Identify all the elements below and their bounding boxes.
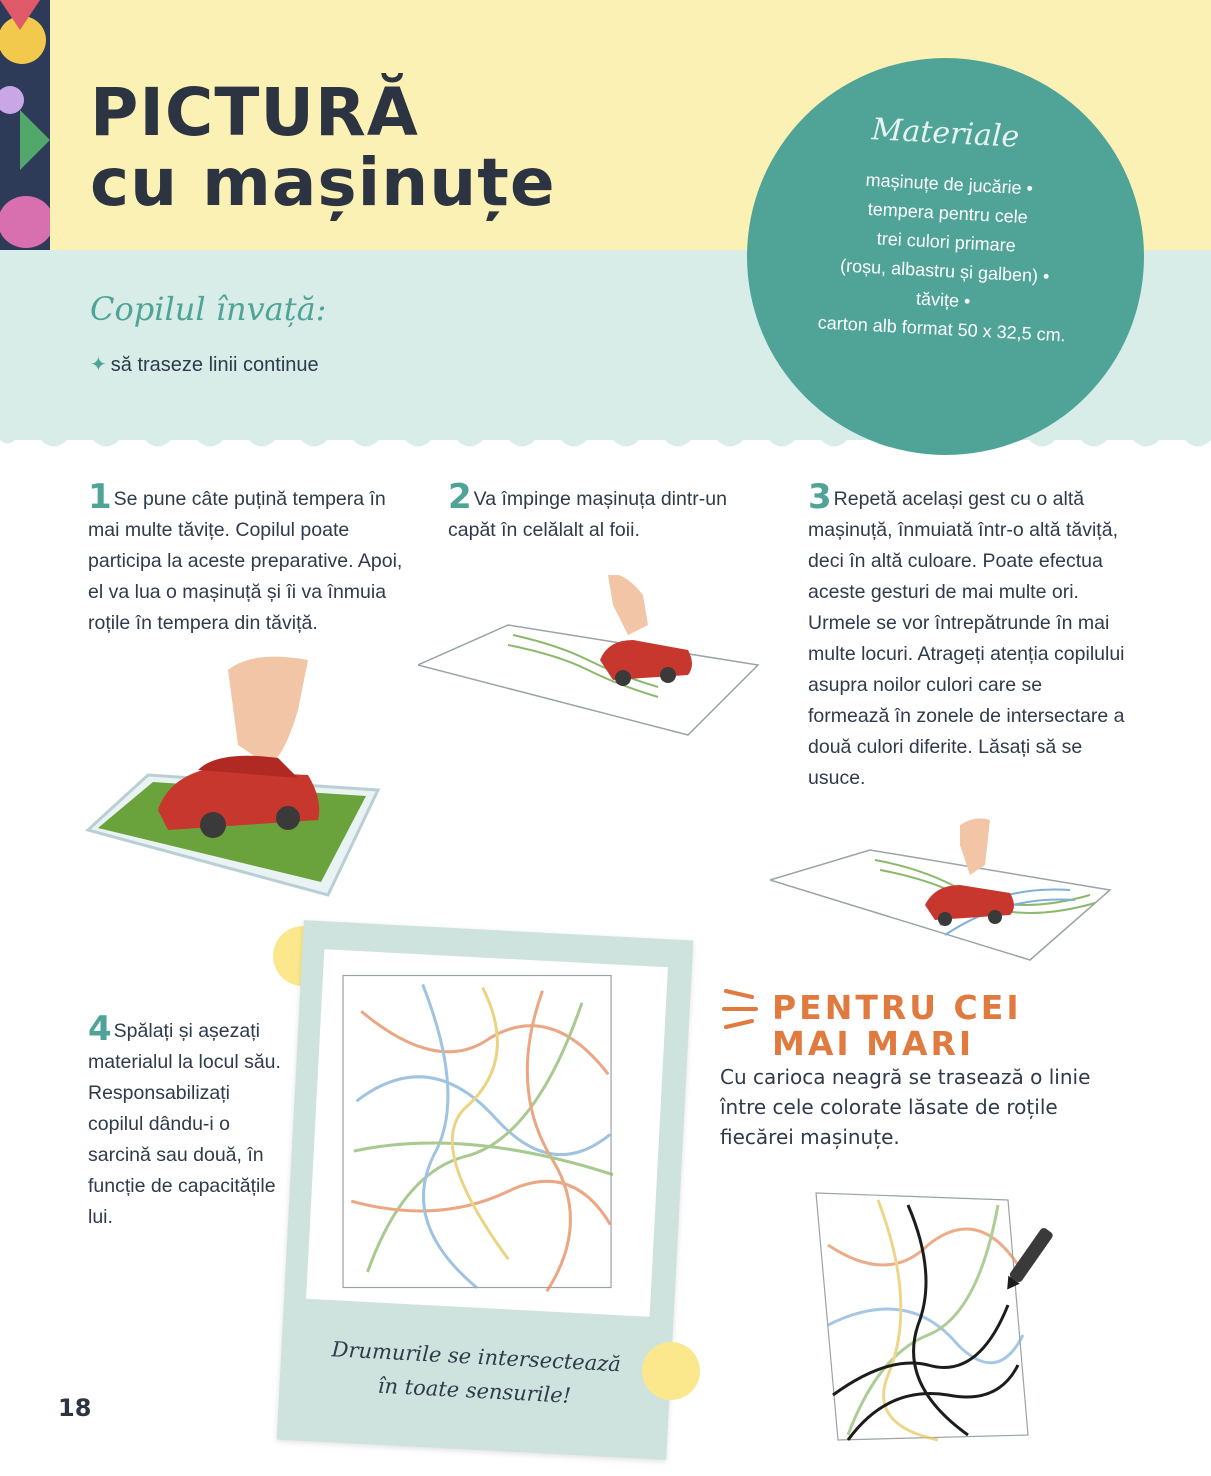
learns-item-text: să traseze linii continue <box>110 354 319 376</box>
step-text: Repetă același gest cu o altă mașinuță, înmuiată într-o altă tăviță, deci în altă culoare. Poate efectua aceste gesturi de mai multe ori. Urmele se vor întrepătrunde în mai multe locuri. Atrageți atenția copilului asupra noilor culori care se formează în zonele de intersectare a două culori diferite. Lăsați să se usuce. <box>808 488 1125 789</box>
paper-with-car-illustration <box>418 575 763 740</box>
for-older-text: Cu carioca neagră se trasează o linie între cele colorate lăsate de roțile fiecărei mașinuțe. <box>720 1065 1091 1149</box>
materials-line: tempera pentru cele <box>867 198 1029 228</box>
step-text: Se pune câte puțină tempera în mai multe tăvițe. Copilul poate participa la aceste preparative. Apoi, el va lua o mașinuță și îi va înmuia roțile în tempera din tăviță. <box>88 488 403 634</box>
materials-line: tăvițe • <box>915 288 971 312</box>
emphasis-lines-icon <box>722 985 764 1033</box>
step-text: Spălați și așezați materialul la locul său. Responsabilizați copilul dându-i o sarcină sau două, în funcție de capacitățile lui. <box>88 1020 281 1228</box>
materials-line: trei culori primare <box>876 228 1017 256</box>
decorative-shapes-strip <box>0 0 50 250</box>
step-number: 3 <box>808 477 832 517</box>
title-line-2: cu mașinuțe <box>90 144 556 221</box>
for-older-title <box>772 990 1022 1062</box>
materials-title: Materiale <box>870 112 1021 155</box>
polaroid-caption <box>299 1331 652 1417</box>
for-older-title-line-2: MAI MARI <box>772 1024 975 1063</box>
step-1 <box>88 477 408 639</box>
black-marker-tracks-illustration <box>808 1185 1058 1445</box>
materials-line: mașinuțe de jucărie • <box>865 169 1034 199</box>
star-bullet-icon: ✦ <box>90 354 107 376</box>
step-number: 2 <box>448 477 472 517</box>
polaroid-photo <box>277 920 694 1460</box>
colorful-tracks-painting <box>306 949 668 1317</box>
learns-item <box>90 352 319 377</box>
materials-line: (roșu, albastru și galben) • <box>839 255 1050 287</box>
page-number: 18 <box>58 1394 92 1422</box>
materials-list <box>783 162 1109 352</box>
step-text: Va împinge mașinuța dintr-un capăt în celălalt al foii. <box>448 488 727 541</box>
polaroid-image-area <box>306 949 668 1317</box>
step-number: 1 <box>88 477 112 517</box>
step-4 <box>88 1009 288 1233</box>
tray-with-car-illustration <box>78 650 398 910</box>
title-line-1: PICTURĂ <box>90 74 419 151</box>
yellow-dot-decoration <box>642 1342 700 1400</box>
step-3 <box>808 477 1126 794</box>
caption-line-2: în toate sensurile! <box>377 1373 572 1408</box>
materials-circle <box>747 58 1144 455</box>
step-number: 4 <box>88 1009 112 1049</box>
paper-multi-tracks-illustration <box>770 815 1115 965</box>
page-title <box>90 74 556 221</box>
caption-line-1: Drumurile se intersectează <box>331 1337 622 1377</box>
step-2 <box>448 477 758 546</box>
for-older-title-line-1: PENTRU CEI <box>772 988 1022 1027</box>
learns-title: Copilul învață: <box>90 290 327 328</box>
materials-line: carton alb format 50 x 32,5 cm. <box>817 312 1067 346</box>
